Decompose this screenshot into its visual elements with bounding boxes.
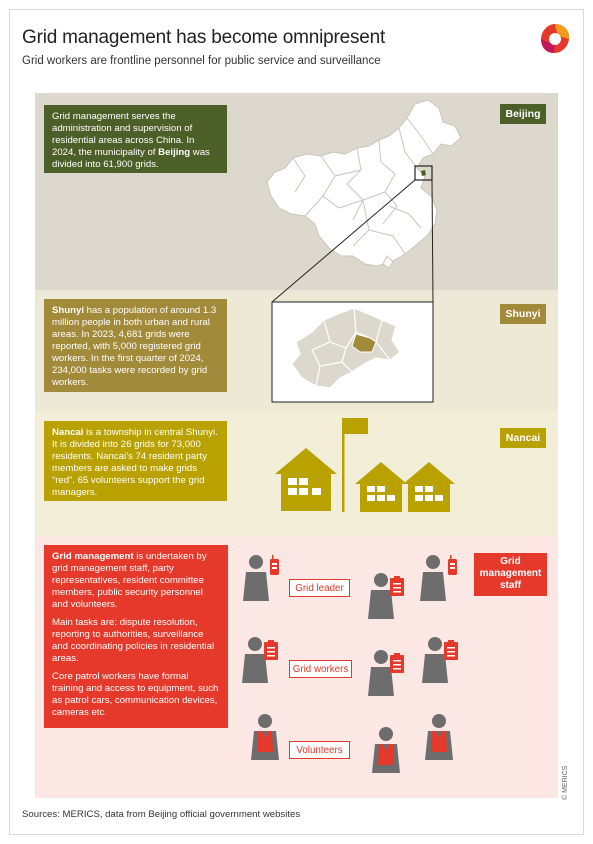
- shunyi-description: Shunyi has a population of around 1.3 million people in both urban and rural areas. In 2023, 4,681 grids were reported, with 5,000 registered grid workers. In the first quarter of 2024, 234,000 tasks were recorded by grid workers.: [44, 299, 227, 392]
- vest-icon: [250, 712, 280, 760]
- beijing-description: Grid management serves the administration and supervision of residential areas across China. In 2024, the municipality of Beijing was divided into 61,900 grids.: [44, 105, 227, 173]
- shunyi-tag: Shunyi: [500, 304, 546, 324]
- house-icon: [275, 446, 337, 511]
- person-icon: [418, 553, 464, 601]
- role-grid-leader: Grid leader: [289, 579, 350, 597]
- person-icon: [366, 648, 412, 696]
- vest-icon: [371, 725, 401, 773]
- staff-description: [44, 545, 228, 728]
- beijing-map-icon: [272, 302, 433, 402]
- page-title: Grid management has become omnipresent: [22, 27, 386, 48]
- copyright: © MERICS: [562, 765, 569, 800]
- staff-para-2: Main tasks are: dispute resolution, reporting to authorities, surveillance and coordinating policies in residential areas.: [52, 617, 215, 664]
- staff-para-3: Core patrol workers have formal training and access to equipment, such as patrol cars, communication devices, cameras etc.: [52, 671, 219, 718]
- role-volunteers: Volunteers: [289, 741, 350, 759]
- role-grid-workers: Grid workers: [289, 660, 352, 678]
- house-icon: [403, 460, 455, 512]
- nancai-tag: Nancai: [500, 428, 546, 448]
- nancai-description: Nancai is a township in central Shunyi. It is divided into 26 grids for 73,000 residents. Nancai’s 74 resident party members are asked to make grids “red”. 65 volunteers support the grid managers.: [44, 421, 227, 501]
- staff-para-1: Grid management is undertaken by grid management staff, party representatives, resident committee members, public security personnel and volunteers.: [52, 551, 207, 610]
- person-icon: [366, 571, 412, 619]
- beijing-tag: Beijing: [500, 104, 546, 124]
- staff-tag: Grid management staff: [474, 553, 547, 596]
- person-icon: [420, 635, 466, 683]
- house-icon: [355, 460, 407, 512]
- person-icon: [240, 635, 286, 683]
- sources-note: Sources: MERICS, data from Beijing official government websites: [22, 809, 301, 820]
- person-icon: [238, 553, 284, 601]
- vest-icon: [424, 712, 454, 760]
- page-subtitle: Grid workers are frontline personnel for public service and surveillance: [22, 55, 381, 67]
